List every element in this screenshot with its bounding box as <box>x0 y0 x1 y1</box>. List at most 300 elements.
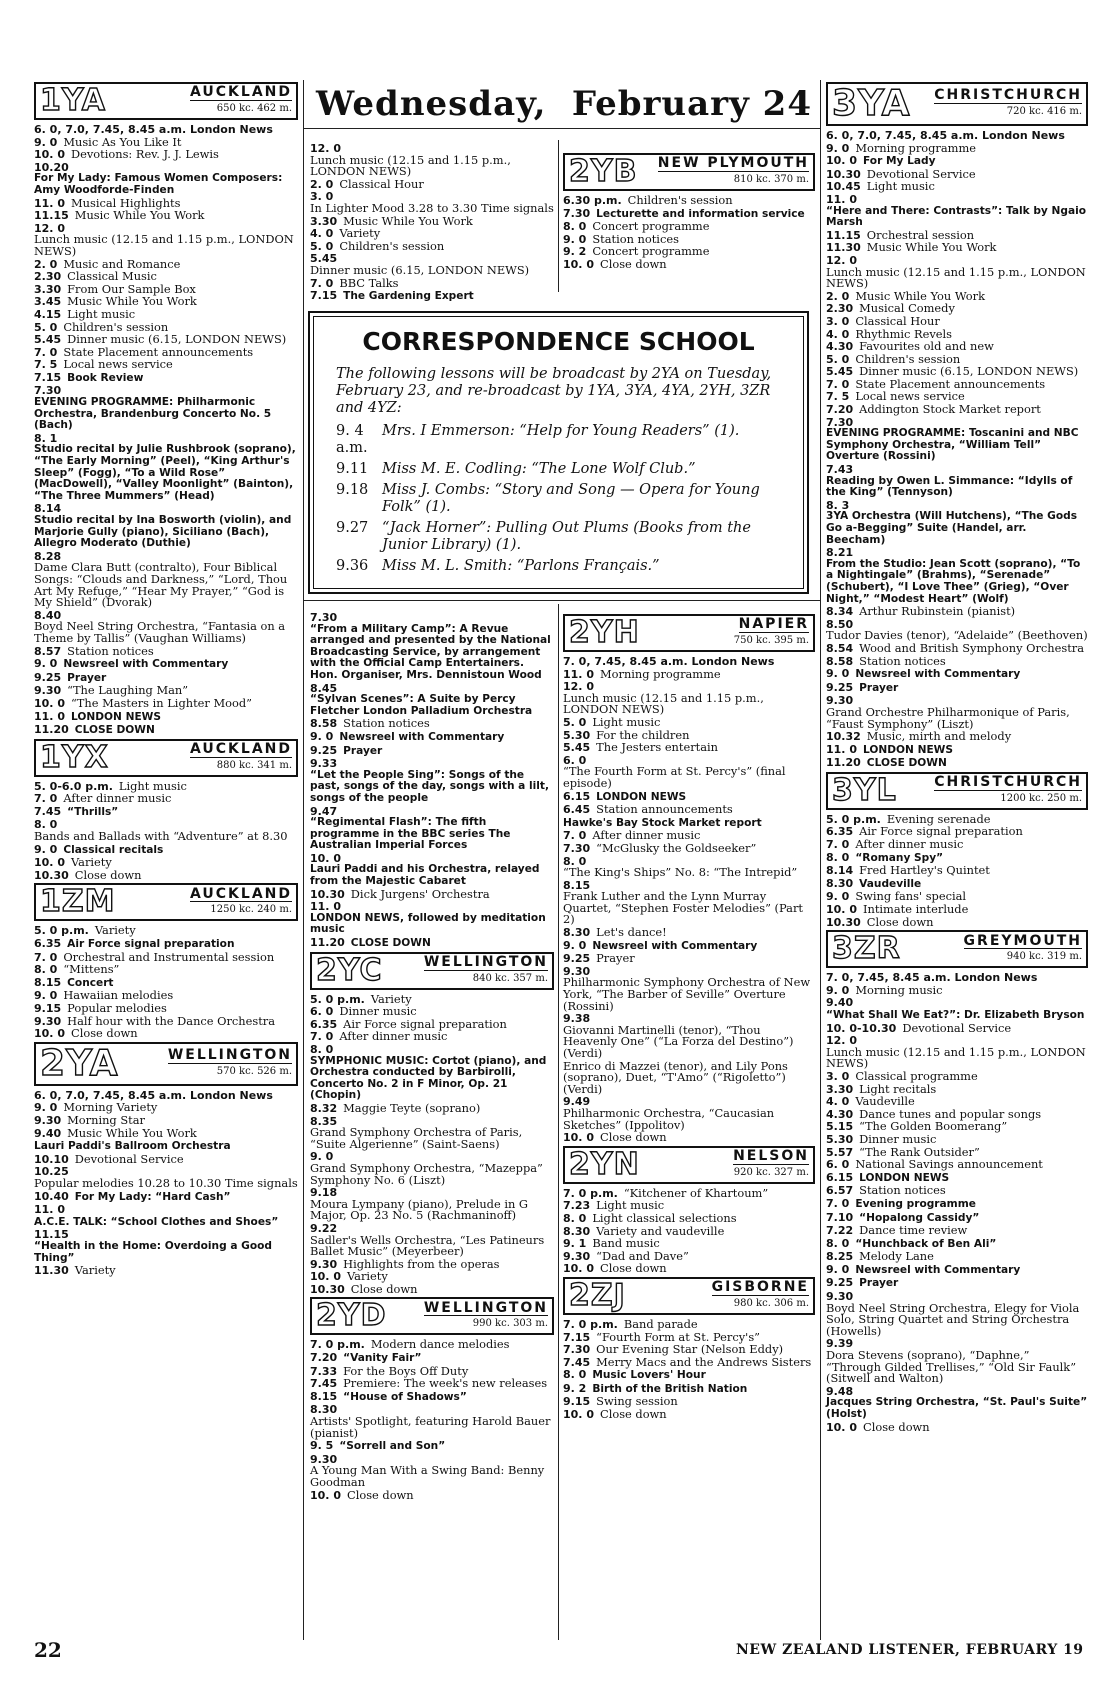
programme-entry <box>563 1344 815 1356</box>
programme-time: 6.15 <box>563 789 591 803</box>
programme-title: Classical Music <box>67 269 157 284</box>
programme-time: 10. 0 <box>34 148 65 162</box>
programme-title: Giovanni Martinelli (tenor), “Thou Heavenly One” (“La Forza del Destino”) (Verdi) <box>563 1022 794 1060</box>
programme-entry <box>826 997 1088 1021</box>
programme-title: Book Review <box>67 371 144 384</box>
programme-entry <box>563 1132 815 1144</box>
programme-time: 4.30 <box>826 340 854 354</box>
programme-title: Newsreel with Commentary <box>855 1263 1021 1276</box>
programme-entry <box>563 1409 815 1421</box>
programme-time: 12. 0 <box>34 221 65 235</box>
programme-time: 10. 0 <box>310 851 341 865</box>
column-rule <box>303 80 304 1640</box>
programme-time: 5. 0 <box>34 320 58 334</box>
programme-title: Classical Hour <box>855 313 940 328</box>
programme-time: 8.32 <box>310 1101 338 1115</box>
programme-time: 10. 0 <box>34 1027 65 1041</box>
programme-title: Lunch music (12.15 and 1.15 p.m., LONDON NEWS) <box>563 690 764 717</box>
programme-entry <box>563 666 815 681</box>
programme-entry <box>310 886 554 901</box>
lesson-description: Miss M. E. Codling: “The Lone Wolf Club.” <box>382 461 696 477</box>
programme-title: “The King's Ships” No. 8: “The Intrepid” <box>563 865 798 880</box>
programme-title: Close down <box>599 1261 667 1276</box>
programme-title: Concert programme <box>592 219 710 234</box>
programme-time: 9.40 <box>826 996 854 1010</box>
programme-time: 10. 0 <box>310 1488 341 1502</box>
station-city: AUCKLAND <box>190 741 292 758</box>
lesson-description: Miss J. Combs: “Story and Song — Opera for Young Folk” (1). <box>382 482 760 515</box>
lesson-time: 9.27 <box>336 520 369 536</box>
programme-time: 10.45 <box>826 180 861 194</box>
programme-entry <box>826 1277 1088 1290</box>
programme-time: 9. 0 <box>826 983 850 997</box>
programme-entry <box>34 1191 298 1204</box>
programme-entry <box>34 724 298 737</box>
programme-title: Wood and British Symphony Orchestra <box>859 640 1085 655</box>
programme-title: “Let the People Sing”: Songs of the past, songs of the day, songs with a lilt, songs of the people <box>310 768 550 804</box>
column-rule <box>820 80 821 1640</box>
programme-title: “Regimental Flash”: The fifth programme in the BBC series The Australian Imperial Forces <box>310 816 511 852</box>
programme-time: 10.32 <box>826 730 861 744</box>
programme-entry <box>34 359 298 371</box>
programme-title: Frank Luther and the Lynn Murray Quartet, “Stephen Foster Melodies” (Part 2) <box>563 889 803 927</box>
station-header <box>826 772 1088 810</box>
programme-title: Classical recitals <box>63 843 164 856</box>
programme-title: Close down <box>866 914 934 929</box>
programme-time: 11.15 <box>826 228 861 242</box>
station-city: GISBORNE <box>711 1279 809 1296</box>
programme-title: Variety <box>339 226 381 241</box>
programme-time: 8. 0 <box>34 963 58 977</box>
programme-title: Dance time review <box>859 1223 968 1238</box>
programme-time: 5.45 <box>826 365 854 379</box>
programme-title: Concert programme <box>592 244 710 259</box>
programme-title: Close down <box>74 867 142 882</box>
programme-time: 9.25 <box>826 1276 854 1290</box>
programme-entry <box>563 1210 815 1225</box>
page-headline <box>316 84 812 124</box>
programme-time: 12. 0 <box>310 142 341 155</box>
programme-time: 11.20 <box>34 723 69 737</box>
programme-time: 9. 0 <box>310 1150 334 1164</box>
programme-entry <box>310 253 554 276</box>
programme-time: 5.45 <box>310 252 338 266</box>
station-header <box>563 1277 815 1315</box>
programme-title: For the Boys Off Duty <box>343 1363 469 1378</box>
programme-title: Music Lovers' Hour <box>592 1369 706 1382</box>
programme-time: 2.30 <box>826 302 854 316</box>
station-info <box>934 774 1082 804</box>
programme-time: 6. 0 <box>310 1005 334 1019</box>
programme-title: Music While You Work <box>67 1125 197 1140</box>
programme-entry <box>563 742 815 754</box>
programme-title: National Savings announcement <box>855 1157 1043 1172</box>
programme-time: 8.58 <box>310 717 338 731</box>
programme-entry <box>826 668 1088 681</box>
programme-time: 9.47 <box>310 804 338 818</box>
lesson-entry <box>336 558 797 575</box>
station-info <box>190 885 292 916</box>
programme-time: 9. 0 <box>34 1101 58 1115</box>
programme-entry <box>34 1112 298 1127</box>
news-times: 7. 0, 7.45, 8.45 a.m. London News <box>826 971 1038 985</box>
programme-entry <box>826 140 1088 155</box>
programme-time: 10. 0 <box>563 257 594 271</box>
programme-entry <box>34 819 298 842</box>
station-info <box>711 1279 809 1309</box>
programme-time: 6.35 <box>310 1017 338 1031</box>
programme-entry <box>826 640 1088 655</box>
programme-entry <box>34 1204 298 1228</box>
programme-title: Musical Comedy <box>859 301 955 316</box>
programme-entry <box>310 1116 554 1151</box>
programme-title: Premiere: The week's new releases <box>343 1376 548 1391</box>
programme-entry <box>34 162 298 197</box>
programme-title: Studio recital by Julie Rushbrook (soprano), “The Early Morning” (Peel), “King Arthur's Sleep” (Fogg), “To a Wild Rose” (MacDowell), “Valley Moonlight” (Bainton), “The Three Mummers” (Head) <box>34 443 296 502</box>
programme-time: 9. 0 <box>563 232 587 246</box>
programme-title: Philharmonic Symphony Orchestra of New York, “The Barber of Seville” Overture (Rossini) <box>563 975 811 1013</box>
programme-title: Morning Star <box>67 1112 145 1127</box>
programme-time: 8.30 <box>563 1224 591 1238</box>
station-info <box>190 741 292 771</box>
programme-entry <box>34 149 298 161</box>
programme-title: Light music <box>67 306 136 321</box>
programme-title: Prayer <box>67 671 107 684</box>
programme-time: 12. 0 <box>826 1034 857 1048</box>
programme-time: 8. 0 <box>563 1368 587 1382</box>
programme-title: Swing session <box>596 1394 678 1409</box>
programme-time: 7.23 <box>563 1199 591 1213</box>
station-city: AUCKLAND <box>190 84 292 101</box>
programme-time: 8. 0 <box>310 1043 334 1056</box>
station-city: GREYMOUTH <box>963 932 1082 949</box>
programme-time: 8. 0 <box>563 854 587 868</box>
programme-title: Intimate interlude <box>862 902 969 917</box>
programme-title: Light music <box>118 778 187 793</box>
programme-time: 9.30 <box>34 684 62 698</box>
programme-title: Classical programme <box>855 1068 978 1083</box>
programme-entry <box>826 255 1088 290</box>
programme-time: 2. 0 <box>310 177 334 191</box>
programme-time: 8.15 <box>310 1389 338 1403</box>
programme-entry <box>826 757 1088 770</box>
programme-time: 10.30 <box>310 1282 345 1296</box>
programme-entry <box>826 464 1088 499</box>
programme-title: Vaudeville <box>855 1094 915 1109</box>
programme-title: Variety <box>94 923 136 938</box>
programme-title: Close down <box>350 1281 418 1296</box>
programme-title: Close down <box>346 1487 414 1502</box>
programme-title: 3YA Orchestra (Will Hutchens), “The Gods Go a-Begging” Suite (Handel, arr. Beecham) <box>826 510 1078 546</box>
correspondence-title: CORRESPONDENCE SCHOOL <box>362 327 755 356</box>
programme-time: 4. 0 <box>310 227 334 241</box>
lesson-entry <box>336 423 797 457</box>
programme-time: 9.38 <box>563 1012 591 1026</box>
programme-entry <box>826 904 1088 916</box>
programme-entry <box>310 853 554 888</box>
programme-title: Station notices <box>859 1183 946 1198</box>
programme-entry <box>563 856 815 879</box>
programme-time: 7.20 <box>826 403 854 417</box>
station-callsign: 3ZR <box>832 931 901 967</box>
lesson-entry <box>336 482 797 516</box>
programme-title: For My Lady <box>862 155 936 168</box>
programme-title: “Mittens” <box>63 962 120 977</box>
programme-time: 10.30 <box>34 868 69 882</box>
programme-time: 10. 0 <box>34 696 65 710</box>
programme-title: Orchestral and Instrumental session <box>63 949 275 964</box>
programme-time: 3. 0 <box>826 314 850 328</box>
station-callsign: 2YA <box>40 1042 119 1084</box>
programme-time: 9. 0 <box>34 135 58 149</box>
programme-title: Newsreel with Commentary <box>592 939 758 952</box>
programme-title: “McGlusky the Goldseeker” <box>596 840 757 855</box>
programme-time: 10.30 <box>826 915 861 929</box>
column-3-bottom <box>563 612 815 1422</box>
programme-title: Popular melodies <box>67 1001 167 1015</box>
programme-time: 8.57 <box>34 644 62 658</box>
programme-title: “House of Shadows” <box>343 1390 467 1403</box>
programme-title: “Vanity Fair” <box>343 1352 422 1365</box>
programme-title: Light classical selections <box>592 1210 737 1225</box>
programme-time: 10. 0-10.30 <box>826 1021 897 1035</box>
programme-title: Favourites old and new <box>859 339 994 354</box>
programme-title: Devotional Service <box>902 1020 1012 1035</box>
programme-time: 8. 1 <box>34 431 58 445</box>
programme-time: 9. 2 <box>563 245 587 259</box>
station-frequency: 720 kc. 416 m. <box>1006 106 1082 117</box>
programme-time: 3.30 <box>34 282 62 296</box>
programme-title: For My Lady: “Hard Cash” <box>74 1190 231 1203</box>
programme-entry <box>34 1140 298 1153</box>
programme-entry <box>563 1369 815 1382</box>
programme-entry <box>34 306 298 321</box>
programme-entry <box>34 793 298 805</box>
programme-entry <box>826 653 1088 668</box>
programme-title: State Placement announcements <box>855 376 1046 391</box>
programme-time: 7.45 <box>34 804 62 818</box>
programme-title: “Thrills” <box>67 805 119 818</box>
programme-entry <box>826 1185 1088 1197</box>
station-info <box>963 932 1082 963</box>
programme-time: 9. 0 <box>563 938 587 952</box>
station-frequency: 1250 kc. 240 m. <box>210 904 292 916</box>
programme-title: Station announcements <box>596 802 733 817</box>
programme-entry <box>826 1419 1088 1434</box>
programme-title: Dinner music (6.15, LONDON NEWS) <box>859 364 1079 379</box>
programme-time: 8.30 <box>563 926 591 940</box>
programme-title: Children's session <box>627 193 733 207</box>
section-rule <box>303 600 820 601</box>
programme-time: 7. 0 <box>34 792 58 806</box>
programme-time: 7. 0 <box>826 377 850 391</box>
programme-title: LONDON NEWS <box>70 710 161 723</box>
programme-entry <box>310 1487 554 1502</box>
programme-time: 7. 0 p.m. <box>563 1186 618 1200</box>
programme-title: Morning music <box>855 982 943 997</box>
programme-entry <box>34 925 298 937</box>
header-rule <box>303 128 820 129</box>
programme-time: 10.30 <box>310 887 345 901</box>
programme-time: 7. 0 <box>310 1030 334 1044</box>
station-frequency: 1200 kc. 250 m. <box>1000 792 1082 804</box>
programme-title: Bands and Ballads with “Adventure” at 8.30 <box>34 829 288 844</box>
programme-title: “Hopalong Cassidy” <box>859 1211 980 1224</box>
station-frequency: 940 kc. 319 m. <box>1006 951 1082 963</box>
programme-entry <box>34 867 298 882</box>
station-header <box>563 153 815 191</box>
programme-entry <box>826 1291 1088 1337</box>
programme-time: 8.50 <box>826 617 854 631</box>
programme-title: Philharmonic Orchestra, “Caucasian Sketches” (Ippolitov) <box>563 1105 775 1132</box>
programme-title: Arthur Rubinstein (pianist) <box>859 604 1016 619</box>
programme-title: Station notices <box>859 653 946 668</box>
programme-entry <box>310 901 554 936</box>
programme-entry <box>310 1223 554 1258</box>
station-callsign: 2YC <box>316 952 383 988</box>
programme-entry <box>826 181 1088 193</box>
programme-time: 7.43 <box>826 463 854 477</box>
programme-entry <box>563 714 815 729</box>
programme-title: LONDON NEWS <box>596 790 687 803</box>
programme-title: Lunch music (12.15 and 1.15 p.m., LONDON NEWS) <box>826 1044 1086 1071</box>
programme-time: 7.45 <box>310 1377 338 1391</box>
programme-entry <box>563 755 815 790</box>
programme-entry <box>826 606 1088 618</box>
programme-entry <box>34 1229 298 1264</box>
programme-entry <box>310 1100 554 1115</box>
programme-title: SYMPHONIC MUSIC: Cortot (piano), and Orchestra conducted by Barbirolli, Concerto No. 2 in F Minor, Op. 21 (Chopin) <box>310 1054 547 1102</box>
programme-entry <box>563 195 815 207</box>
programme-entry <box>310 683 554 718</box>
programme-time: 2. 0 <box>34 257 58 271</box>
lesson-description: Miss M. L. Smith: “Parlons Français.” <box>382 558 660 574</box>
column-2-bottom <box>310 612 554 1502</box>
programme-time: 3.30 <box>310 214 338 228</box>
programme-title: Lauri Paddi's Ballroom Orchestra <box>34 1140 231 1153</box>
programme-entry <box>563 681 815 716</box>
programme-time: 8.25 <box>826 1250 854 1264</box>
programme-time: 7.30 <box>310 611 338 624</box>
station-header <box>826 82 1088 126</box>
programme-time: 7.30 <box>826 415 854 429</box>
station-callsign: 3YA <box>832 83 911 124</box>
station-callsign: 2YH <box>569 615 640 650</box>
correspondence-intro: The following lessons will be broadcast by 2YA on Tuesday, February 23, and re-broadcast by 1YA, 3YA, 4YA, 2YH, 3ZR and 4YZ: <box>336 366 772 416</box>
programme-time: 7. 5 <box>34 358 58 372</box>
programme-title: Popular melodies 10.28 to 10.30 Time signals <box>34 1175 298 1190</box>
programme-title: Half hour with the Dance Orchestra <box>67 1013 276 1028</box>
programme-entry <box>310 1391 554 1404</box>
programme-title: EVENING PROGRAMME: Philharmonic Orchestra, Brandenburg Concerto No. 5 (Bach) <box>34 396 272 432</box>
headline-date: February 24 <box>571 84 812 124</box>
programme-entry <box>310 1151 554 1186</box>
programme-title: EVENING PROGRAMME: Toscanini and NBC Symphony Orchestra, “William Tell” Overture (Rossini) <box>826 427 1079 463</box>
programme-time: 9.25 <box>34 670 62 684</box>
programme-title: “The Laughing Man” <box>67 683 189 698</box>
programme-time: 7. 0 <box>826 1196 850 1210</box>
programme-title: Close down <box>599 1407 667 1422</box>
programme-time: 7.15 <box>310 289 338 303</box>
programme-time: 9. 0 <box>826 667 850 681</box>
programme-time: 8.30 <box>826 876 854 890</box>
programme-title: The Gardening Expert <box>343 290 474 303</box>
programme-title: BBC Talks <box>339 275 399 290</box>
programme-time: 7. 0 <box>34 950 58 964</box>
programme-time: 7.20 <box>310 1351 338 1365</box>
station-callsign: 1ZM <box>40 884 116 920</box>
programme-entry <box>563 1354 815 1369</box>
programme-title: Classical Hour <box>339 176 424 191</box>
programme-title: Our Evening Star (Nelson Eddy) <box>596 1342 784 1357</box>
programme-title: A Young Man With a Swing Band: Benny Goodman <box>310 1463 545 1489</box>
lesson-entry <box>336 461 797 478</box>
programme-time: 8.30 <box>310 1403 338 1417</box>
programme-time: 7.15 <box>563 1330 591 1344</box>
programme-time: 11.30 <box>826 241 861 255</box>
programme-entry <box>310 1440 554 1453</box>
station-header <box>310 952 554 990</box>
programme-time: 9.30 <box>563 1249 591 1263</box>
programme-time: 3. 0 <box>310 190 334 204</box>
programme-time: 6. 0 <box>563 753 587 767</box>
station-frequency: 840 kc. 357 m. <box>472 972 548 984</box>
station-city: NEW PLYMOUTH <box>657 155 809 172</box>
programme-title: Sadler's Wells Orchestra, “Les Patineurs Ballet Music” (Meyerbeer) <box>310 1232 545 1259</box>
programme-time: 9.40 <box>34 1126 62 1140</box>
programme-title: Prayer <box>859 681 899 694</box>
programme-time: 7.30 <box>34 384 62 398</box>
programme-time: 6.35 <box>34 937 62 951</box>
programme-entry <box>826 1251 1088 1263</box>
programme-entry <box>826 155 1088 168</box>
programme-entry <box>34 1028 298 1040</box>
programme-entry <box>826 619 1088 642</box>
programme-time: 7.15 <box>34 370 62 384</box>
programme-entry <box>34 806 298 819</box>
programme-title: Let's dance! <box>596 925 667 940</box>
programme-title: Prayer <box>343 744 383 757</box>
programme-time: 10.10 <box>34 1152 69 1166</box>
programme-title: Newsreel with Commentary <box>339 730 505 743</box>
programme-entry <box>310 1044 554 1102</box>
programme-title: Orchestral session <box>866 227 975 242</box>
programme-time: 4. 0 <box>826 1095 850 1109</box>
programme-entry <box>563 1013 815 1059</box>
programme-time: 9.30 <box>310 1452 338 1466</box>
station-info <box>423 1299 548 1330</box>
lesson-time: 9.18 <box>336 482 369 498</box>
programme-title: “Fourth Form at St. Percy's” <box>596 1329 760 1344</box>
programme-title: Grand Symphony Orchestra of Paris, “Suite Algerienne” (Saint-Saens) <box>310 1125 523 1151</box>
programme-title: Dora Stevens (soprano), “Daphne,” “Through Gilded Trellises,” “Old Sir Faulk” (Sitwell and Walton) <box>826 1348 1077 1386</box>
programme-entry <box>826 682 1088 695</box>
programme-entry <box>34 1151 298 1166</box>
programme-entry <box>310 143 554 178</box>
programme-title: Hawke's Bay Stock Market report <box>563 816 762 829</box>
programme-time: 9.25 <box>563 952 591 966</box>
programme-entry <box>563 927 815 939</box>
programme-title: Light music <box>596 1198 665 1213</box>
programme-time: 5. 0 p.m. <box>310 992 365 1006</box>
station-header <box>563 614 815 652</box>
programme-time: 8.45 <box>310 681 338 695</box>
programme-time: 7.10 <box>826 1210 854 1224</box>
news-times: 7. 0, 7.45, 8.45 a.m. London News <box>563 655 775 668</box>
programme-title: Maggie Teyte (soprano) <box>343 1100 481 1115</box>
programme-title: Concert <box>67 976 114 989</box>
programme-time: 8.15 <box>34 975 62 989</box>
